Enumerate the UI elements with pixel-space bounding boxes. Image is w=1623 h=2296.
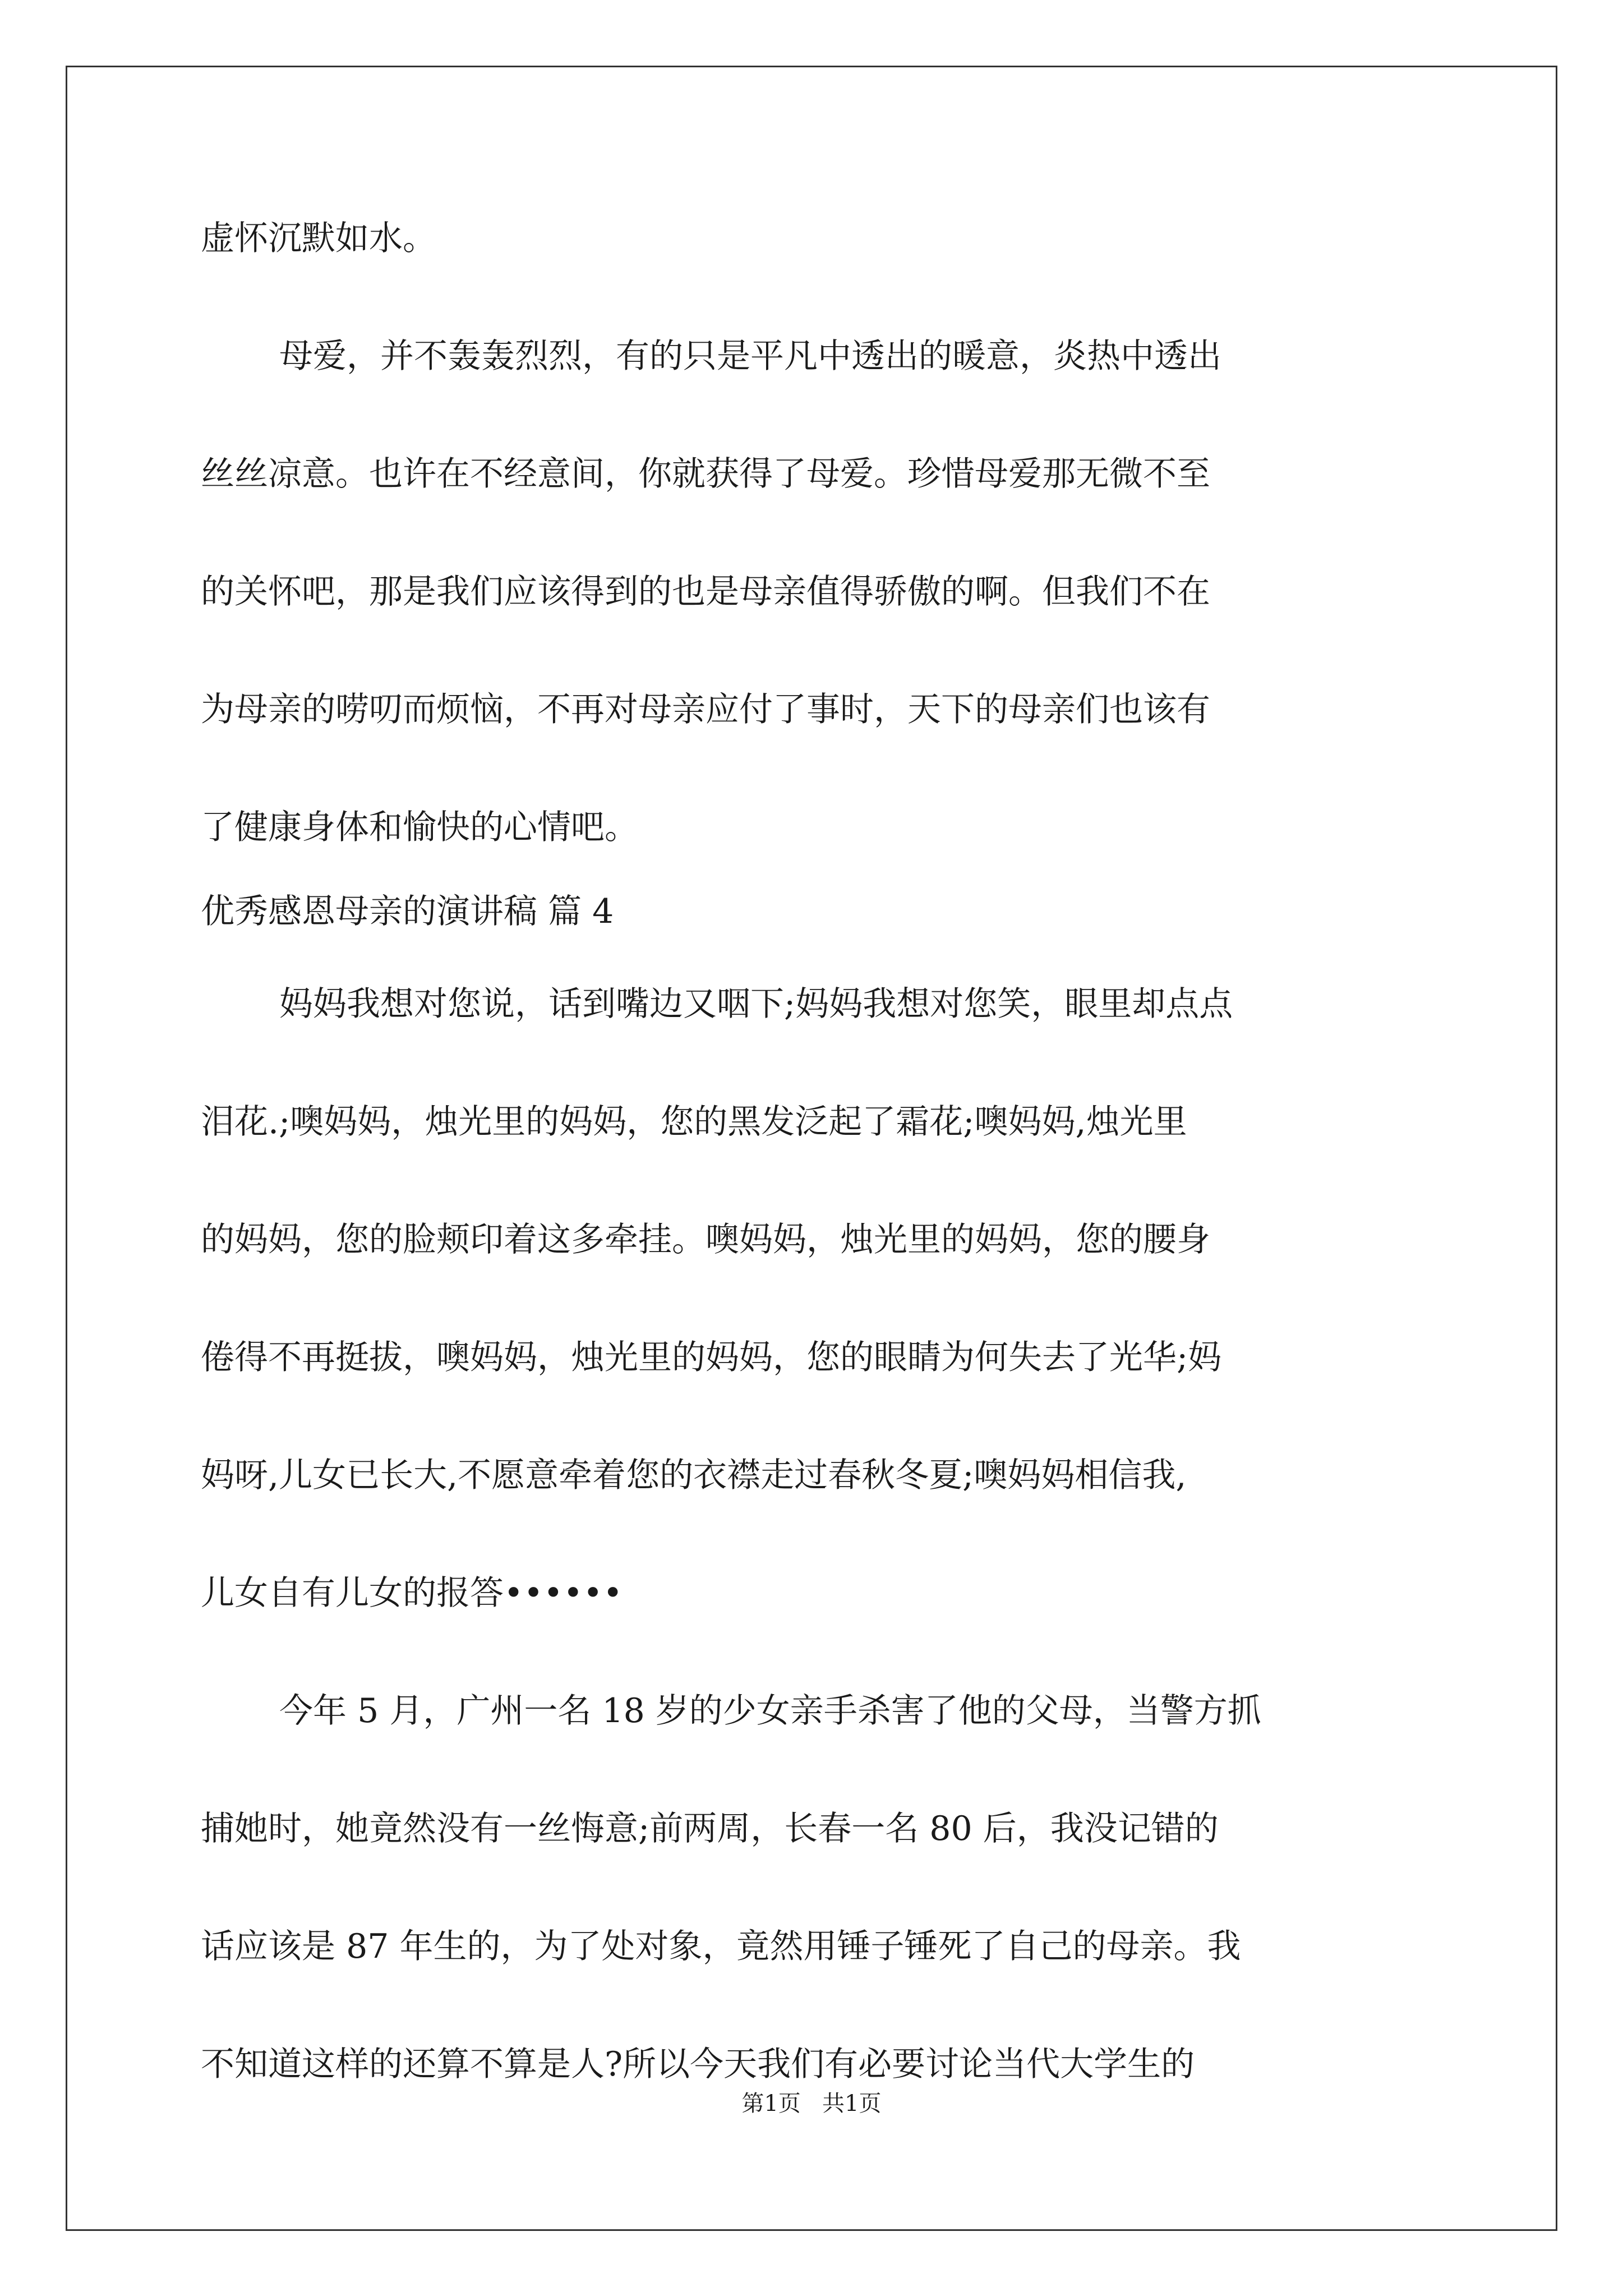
text-line: 不知道这样的还算不算是人?所以今天我们有必要讨论当代大学生的 xyxy=(201,2045,1195,2084)
text-line: 妈呀,儿女已长大,不愿意牵着您的衣襟走过春秋冬夏;噢妈妈相信我, xyxy=(201,1456,1187,1495)
text-line: 儿女自有儿女的报答•••••• xyxy=(201,1573,623,1613)
page-border xyxy=(66,66,1557,2231)
text-line: 为母亲的唠叨而烦恼，不再对母亲应付了事时，天下的母亲们也该有 xyxy=(201,690,1210,729)
text-line: 的关怀吧，那是我们应该得到的也是母亲值得骄傲的啊。但我们不在 xyxy=(201,572,1210,611)
text-line: 话应该是 87 年生的，为了处对象，竟然用锤子锤死了自己的母亲。我 xyxy=(201,1927,1241,1966)
text-line: 虚怀沉默如水。 xyxy=(201,219,436,258)
text-line: 泪花.;噢妈妈，烛光里的妈妈，您的黑发泛起了霜花;噢妈妈,烛光里 xyxy=(201,1102,1187,1142)
text-line: 的妈妈，您的脸颊印着这多牵挂。噢妈妈，烛光里的妈妈，您的腰身 xyxy=(201,1220,1210,1259)
text-line: 捕她时，她竟然没有一丝悔意;前两周，长春一名 80 后，我没记错的 xyxy=(201,1809,1219,1848)
page-footer: 第1页 共1页 xyxy=(741,2091,882,2116)
paragraph-first-line: 母爱，并不轰轰烈烈，有的只是平凡中透出的暖意，炎热中透出 xyxy=(279,337,1221,376)
paragraph-first-line: 妈妈我想对您说，话到嘴边又咽下;妈妈我想对您笑，眼里却点点 xyxy=(279,984,1233,1024)
text-line: 倦得不再挺拔，噢妈妈，烛光里的妈妈，您的眼睛为何失去了光华;妈 xyxy=(201,1338,1222,1377)
section-heading: 优秀感恩母亲的演讲稿 篇 4 xyxy=(201,892,614,931)
paragraph-first-line: 今年 5 月，广州一名 18 岁的少女亲手杀害了他的父母，当警方抓 xyxy=(279,1691,1261,1731)
text-line: 丝丝凉意。也许在不经意间，你就获得了母爱。珍惜母爱那无微不至 xyxy=(201,454,1210,494)
text-line: 了健康身体和愉快的心情吧。 xyxy=(201,808,638,847)
